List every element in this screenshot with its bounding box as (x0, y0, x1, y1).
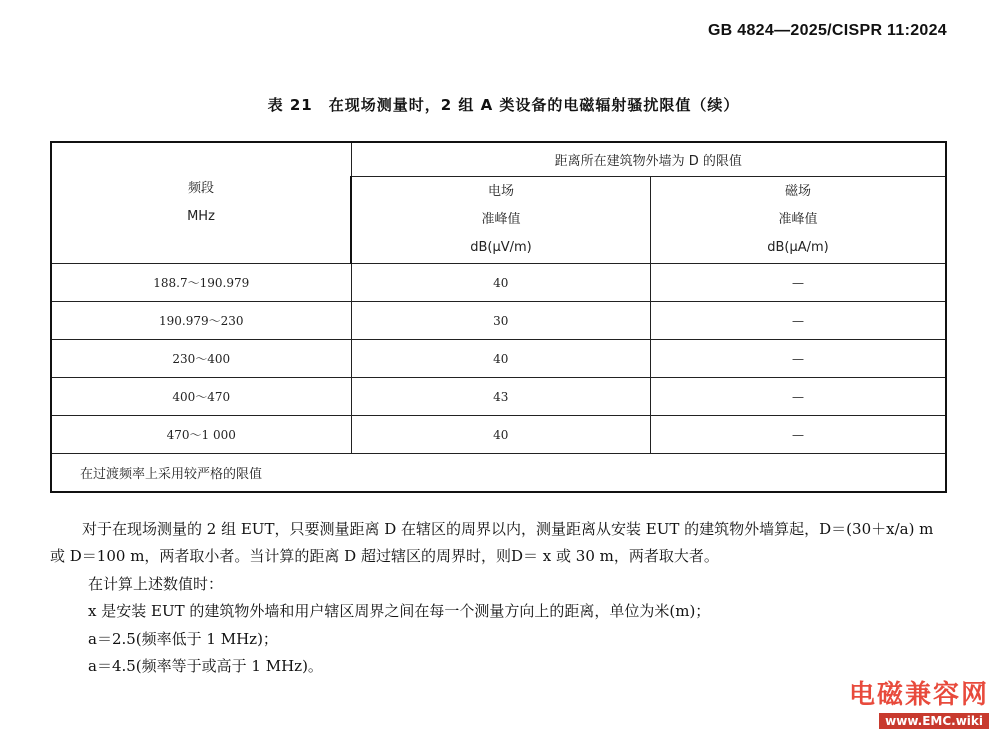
definition-a-high: a＝4.5(频率等于或高于 1 MHz)。 (88, 657, 323, 676)
magnetic-value: — (651, 264, 947, 302)
freq-header-cell (51, 142, 351, 264)
freq-cell: 470～1 000 (51, 416, 351, 454)
electric-value: 40 (351, 416, 651, 454)
table-note: 在过渡频率上采用较严格的限值 (51, 454, 946, 493)
paragraph-distance: 对于在现场测量的 2 组 EUT，只要测量距离 D 在辖区的周界以内，测量距离从安装 EUT 的建筑物外墙算起，D＝(30＋x/a) m 或 D＝100 m，两者取小者。当计算的距离 D 超过辖区的周界时，则D＝ x 或 30 m，两者取大者。 (50, 520, 934, 566)
watermark-title: 电磁兼容网 (848, 680, 989, 710)
magnetic-value: — (651, 340, 947, 378)
freq-cell: 188.7～190.979 (51, 264, 351, 302)
standard-code: GB 4824—2025/CISPR 11:2024 (707, 22, 947, 39)
electric-title: 电场 (487, 184, 514, 199)
magnetic-detector: 准峰值 (778, 212, 818, 227)
electric-value: 30 (351, 302, 651, 340)
electric-value: 40 (351, 264, 651, 302)
table-row (51, 302, 946, 340)
watermark-url: www.EMC.wiki (879, 713, 989, 729)
watermark-logo (849, 680, 989, 729)
table-row (51, 416, 946, 454)
freq-cell: 230～400 (51, 340, 351, 378)
electric-detector: 准峰值 (481, 212, 521, 227)
limit-header: 距离所在建筑物外墙为 D 的限值 (351, 142, 946, 177)
table-row (51, 340, 946, 378)
freq-cell: 400～470 (51, 378, 351, 416)
freq-cell: 190.979～230 (51, 302, 351, 340)
calc-intro: 在计算上述数值时： (88, 574, 224, 593)
table-title: 表 21 在现场测量时，2 组 A 类设备的电磁辐射骚扰限值（续） (267, 96, 740, 114)
definition-a-low: a＝2.5(频率低于 1 MHz)； (88, 629, 278, 648)
freq-header-unit: MHz (187, 209, 215, 224)
magnetic-value: — (651, 378, 947, 416)
body-text (50, 516, 950, 680)
magnetic-title: 磁场 (784, 184, 811, 199)
electric-value: 40 (351, 340, 651, 378)
definition-x: x 是安装 EUT 的建筑物外墙和用户辖区周界之间在每一个测量方向上的距离，单位为米(m)； (88, 602, 711, 621)
electric-value: 43 (351, 378, 651, 416)
electric-header-cell (351, 177, 651, 264)
magnetic-unit: dB(μA/m) (767, 240, 829, 255)
freq-header-label: 频段 (187, 181, 214, 196)
magnetic-header-cell (651, 177, 947, 264)
magnetic-value: — (651, 416, 947, 454)
table-row (51, 378, 946, 416)
magnetic-value: — (651, 302, 947, 340)
limits-table (50, 141, 947, 493)
table-row (51, 264, 946, 302)
electric-unit: dB(μV/m) (470, 240, 532, 255)
